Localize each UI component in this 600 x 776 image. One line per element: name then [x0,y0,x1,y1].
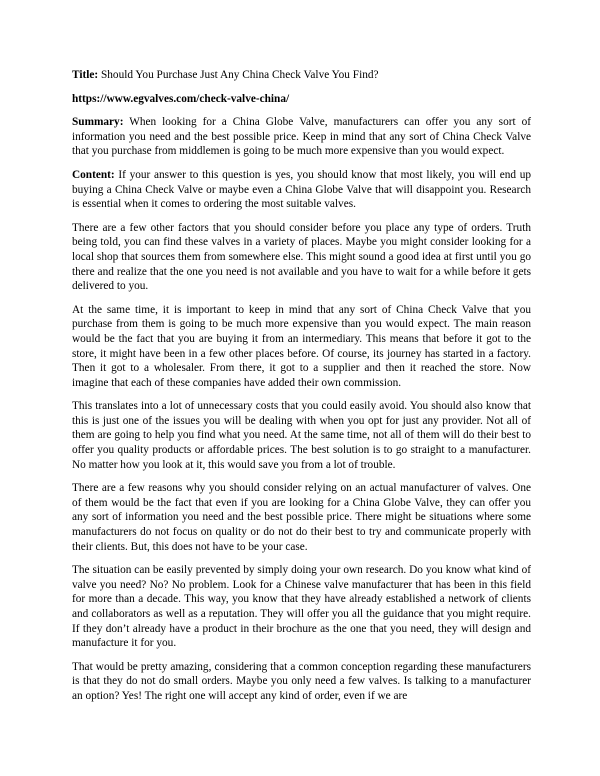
title-line [72,68,531,83]
content-text: If your answer to this question is yes, you should know that most likely, you will end up buying a China Check Valve or maybe even a China Globe Valve that will disappoint you. Research is essential when it comes to ordering the most suitable valves. [72,168,532,211]
body-paragraph: The situation can be easily prevented by simply doing your own research. Do you know what kind of valve you need? No? No problem. Look for a Chinese valve manufacturer that has been in this field for more than a decade. This way, you know that they have already established a network of clients and collaborators as well as a reputation. They will offer you all the guidance that you might require. If they don’t already have a product in their brochure as the one that you need, they will design and manufacture it for you. [72,564,531,650]
body-paragraph: At the same time, it is important to keep in mind that any sort of China Check Valve that you purchase from them is going to be much more expensive than you would expect. The main reason would be the fact that you are buying it from an intermediary. This means that before it got to the store, it might have been in a few other places before. Of course, its journey has started in a factory. Then it got to a wholesaler. From there, it got to a supplier and then it reached the store. Now imagine that each of these companies have added their own commission. [72,303,531,389]
document-page [72,68,531,713]
body-paragraph: There are a few reasons why you should consider relying on an actual manufacturer of valves. One of them would be the fact that even if you are looking for a China Globe Valve, they can offer you any sort of information you need and the best possible price. There might be situations where some manufacturers do not focus on quality or do not do their best to try and communicate properly with their clients. But, this does not have to be your case. [72,482,531,553]
body-paragraph: This translates into a lot of unnecessary costs that you could easily avoid. You should also know that this is just one of the issues you will be dealing with when you opt for just any provider. Not all of them are going to help you find what you need. At the same time, not all of them will do their best to offer you quality products or affordable prices. The best solution is to go straight to a manufacturer. No matter how you look at it, this would save you from a lot of trouble. [72,400,531,471]
summary-label: Summary: [72,116,124,129]
content-label: Content: [72,168,115,181]
url-line [72,92,531,107]
body-paragraph: That would be pretty amazing, considering that a common conception regarding these manufacturers is that they do not do small orders. Maybe you only need a few valves. Is talking to a manufacturer an option? Yes! The right one will accept any kind of order, even if we are [72,660,531,702]
title-text: Should You Purchase Just Any China Check Valve You Find? [100,69,379,81]
url-link[interactable]: https://www.egvalves.com/check-valve-china/ [72,92,290,105]
content-paragraph [72,168,531,212]
summary-text: When looking for a China Globe Valve, manufacturers can offer you any sort of information you need and the best possible price. Keep in mind that any sort of China Check Valve that you purchase from middlemen is going to be much more expensive than you would expect. [72,116,531,158]
title-label: Title: [72,69,99,81]
body-paragraph: There are a few other factors that you should consider before you place any type of orders. Truth being told, you can find these valves in a variety of places. Maybe you might consider looking for a local shop that sources them from somewhere else. This might sound a good idea at first until you go there and realize that the one you need is not available and you have to wait for a while before it gets delivered to you. [72,221,531,293]
summary-paragraph [72,115,531,159]
